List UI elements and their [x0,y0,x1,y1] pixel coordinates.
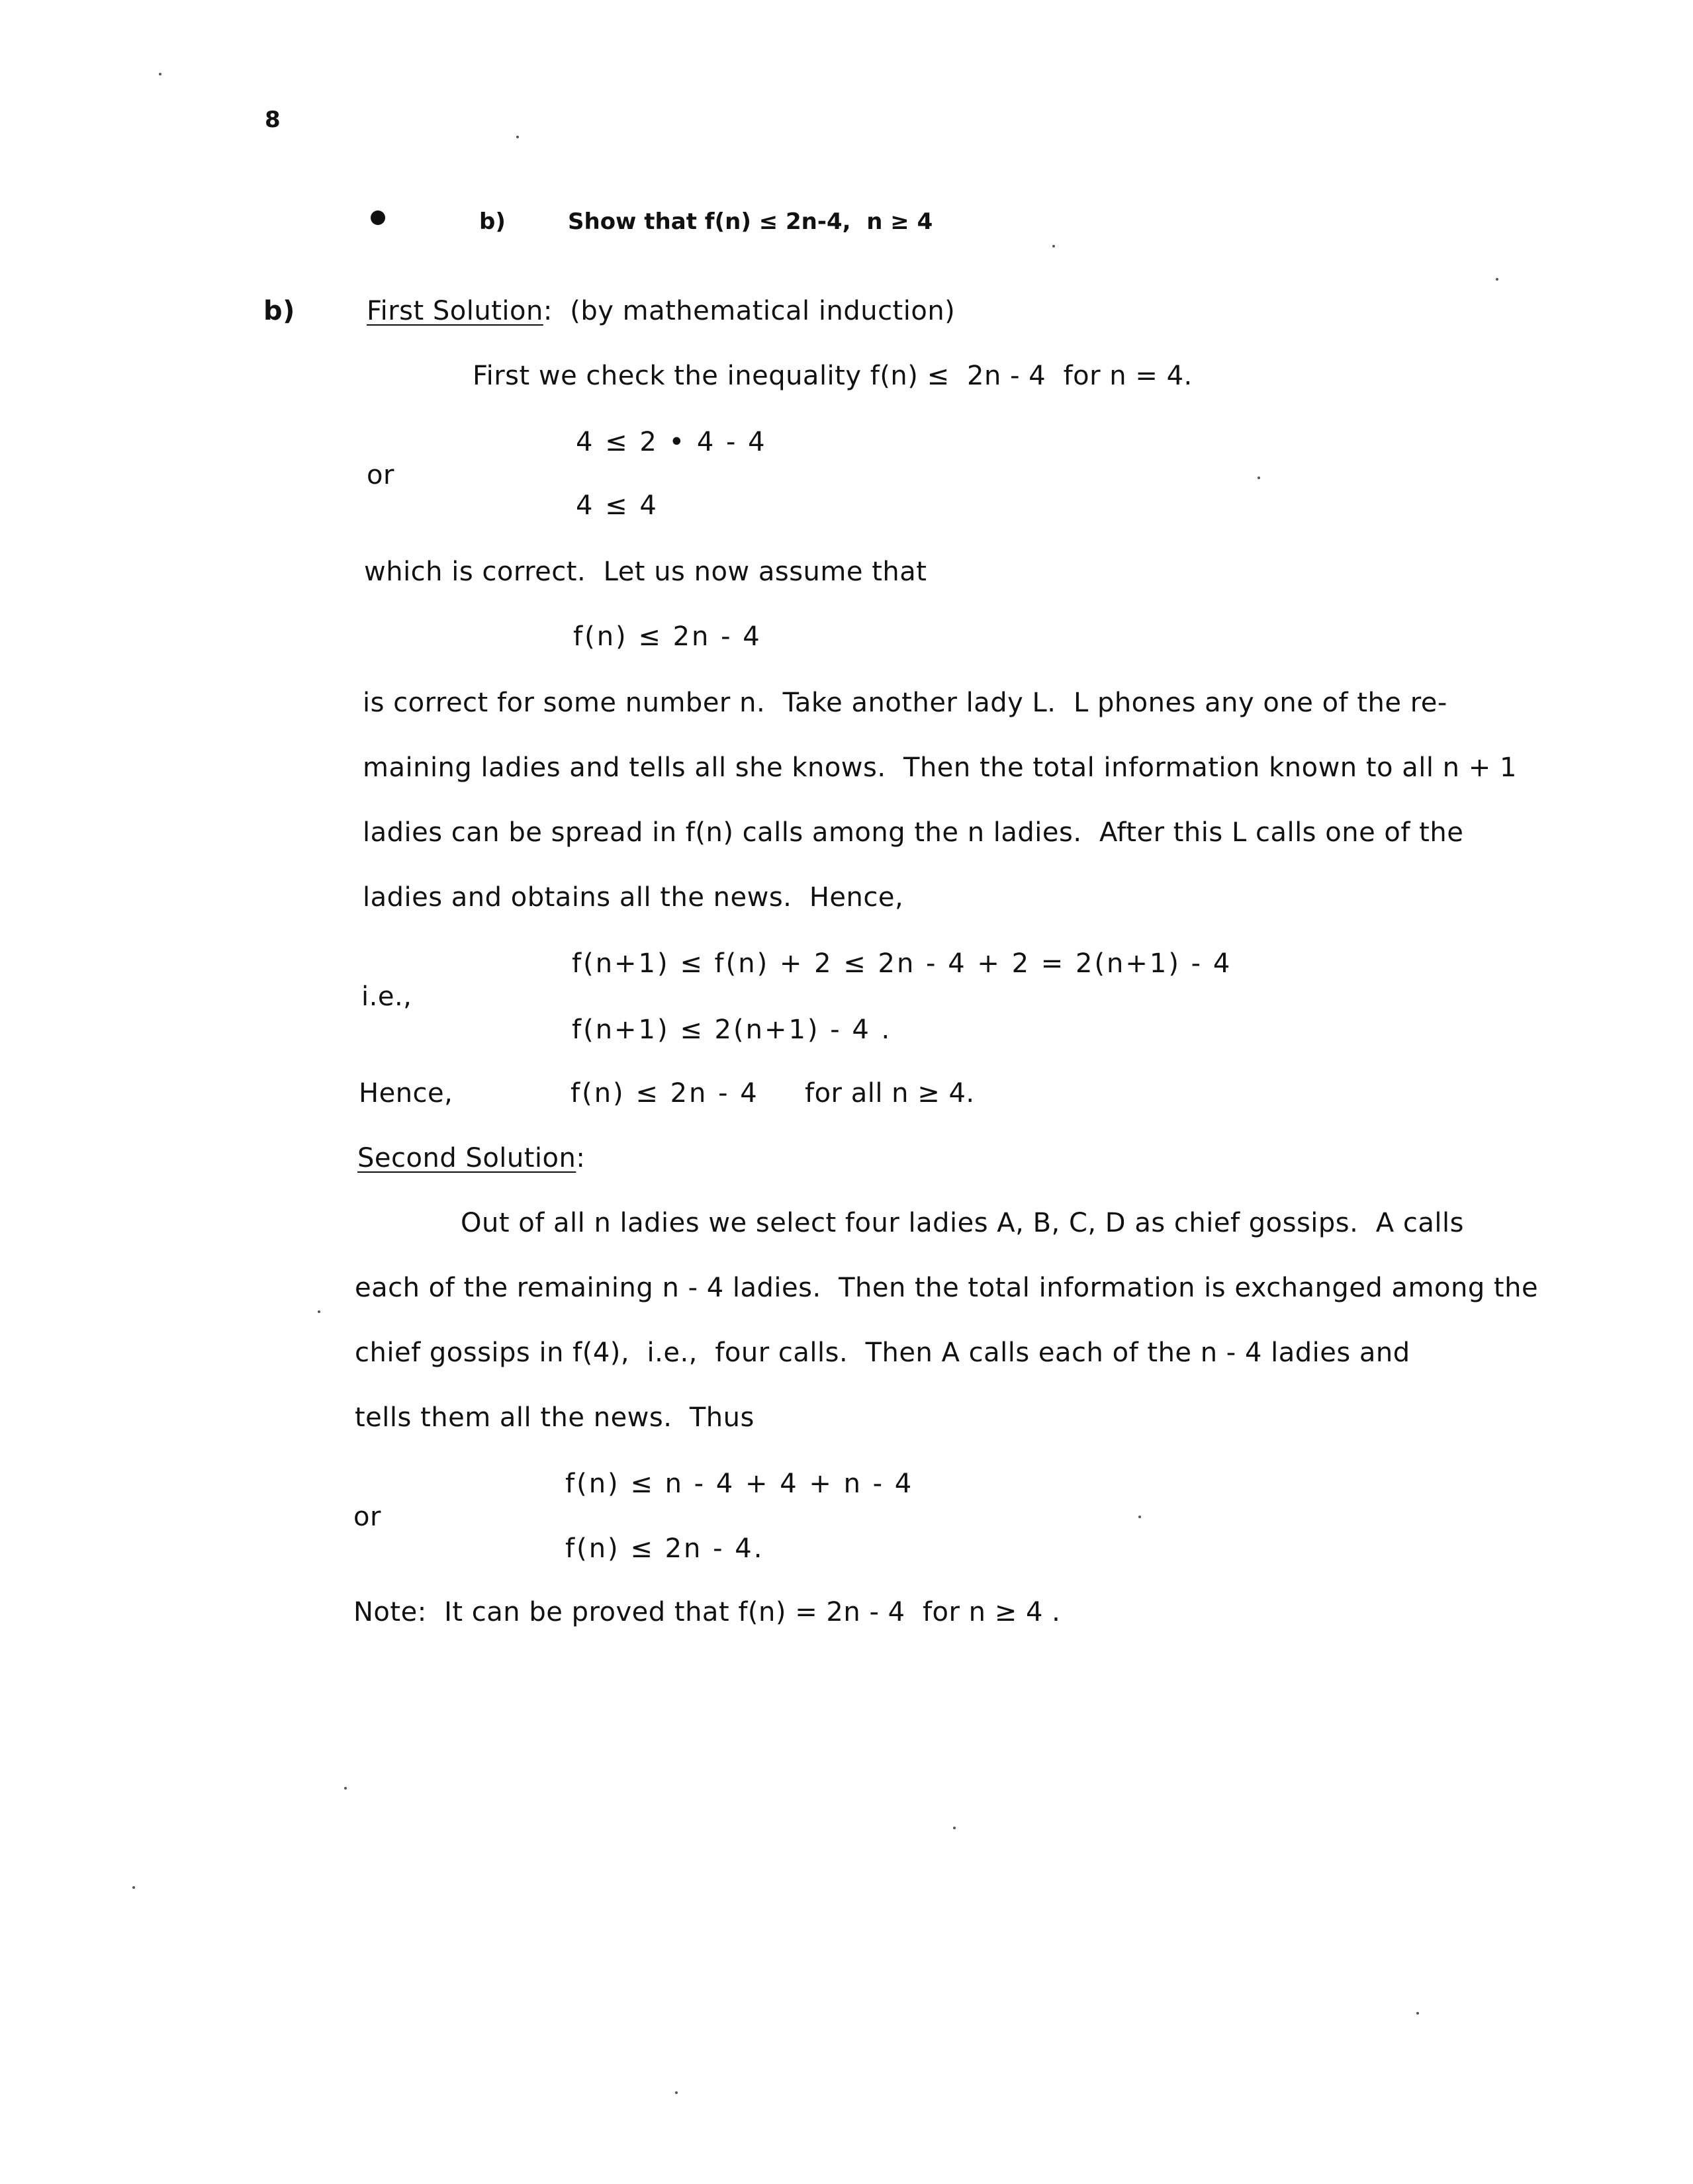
scan-speck [953,1827,956,1829]
scan-speck [516,136,519,138]
assume-line: which is correct. Let us now assume that [364,557,927,587]
scan-speck [318,1310,320,1313]
equation-second-2: f(n) ≤ 2n - 4. [565,1533,764,1564]
first-solution-heading-line [367,298,955,324]
conclusion-condition: for all n ≥ 4. [805,1078,975,1109]
solution-label: b) [263,296,295,326]
scan-speck [1138,1516,1141,1518]
scan-speck [675,2091,678,2094]
first-solution-heading: First Solution [367,296,543,326]
second-solution-heading: Second Solution [357,1143,576,1173]
scan-speck [1258,477,1260,479]
paragraph-line: tells them all the news. Thus [355,1402,755,1433]
scan-speck [1052,245,1055,248]
first-solution-intro: First we check the inequality f(n) ≤ 2n - 4 for n = 4. [473,361,1193,391]
scan-speck [159,73,161,75]
equation-induction-step: f(n+1) ≤ f(n) + 2 ≤ 2n - 4 + 2 = 2(n+1) - 4 [572,948,1232,979]
note-line: Note: It can be proved that f(n) = 2n - 4 for n ≥ 4 . [353,1597,1061,1627]
second-solution-heading-suffix: : [576,1143,586,1173]
or-label-1: or [367,460,394,490]
problem-label: b) [479,208,506,235]
ie-label: i.e., [361,981,412,1012]
equation-assumption: f(n) ≤ 2n - 4 [573,621,762,652]
equation-induction-result: f(n+1) ≤ 2(n+1) - 4 . [572,1015,892,1045]
paragraph-line: is correct for some number n. Take another lady L. L phones any one of the re- [363,688,1447,718]
scan-speck [1416,2012,1419,2015]
scan-speck [132,1886,135,1889]
equation-conclusion: f(n) ≤ 2n - 4 [571,1078,759,1109]
bullet-icon [371,210,385,225]
hence-label: Hence, [359,1078,453,1109]
page-number: 8 [265,107,281,133]
equation-second-1: f(n) ≤ n - 4 + 4 + n - 4 [565,1469,914,1499]
paragraph-line: ladies and obtains all the news. Hence, [363,882,904,913]
problem-statement: Show that f(n) ≤ 2n-4, n ≥ 4 [568,208,933,235]
paragraph-line: chief gossips in f(4), i.e., four calls. Then A calls each of the n - 4 ladies and [355,1338,1410,1368]
paragraph-line: Out of all n ladies we select four ladies A, B, C, D as chief gossips. A calls [461,1208,1464,1238]
second-solution-heading-line [357,1145,585,1171]
equation-check-2: 4 ≤ 4 [576,490,659,521]
first-solution-heading-suffix: : (by mathematical induction) [543,296,956,326]
scan-speck [1496,278,1498,281]
paragraph-line: maining ladies and tells all she knows. Then the total information known to all n + 1 [363,752,1517,783]
paragraph-line: each of the remaining n - 4 ladies. Then the total information is exchanged among the [355,1273,1539,1303]
or-label-2: or [353,1502,381,1532]
paragraph-line: ladies can be spread in f(n) calls among the n ladies. After this L calls one of the [363,817,1464,848]
equation-check-1: 4 ≤ 2 • 4 - 4 [576,427,767,457]
scan-speck [344,1787,347,1790]
